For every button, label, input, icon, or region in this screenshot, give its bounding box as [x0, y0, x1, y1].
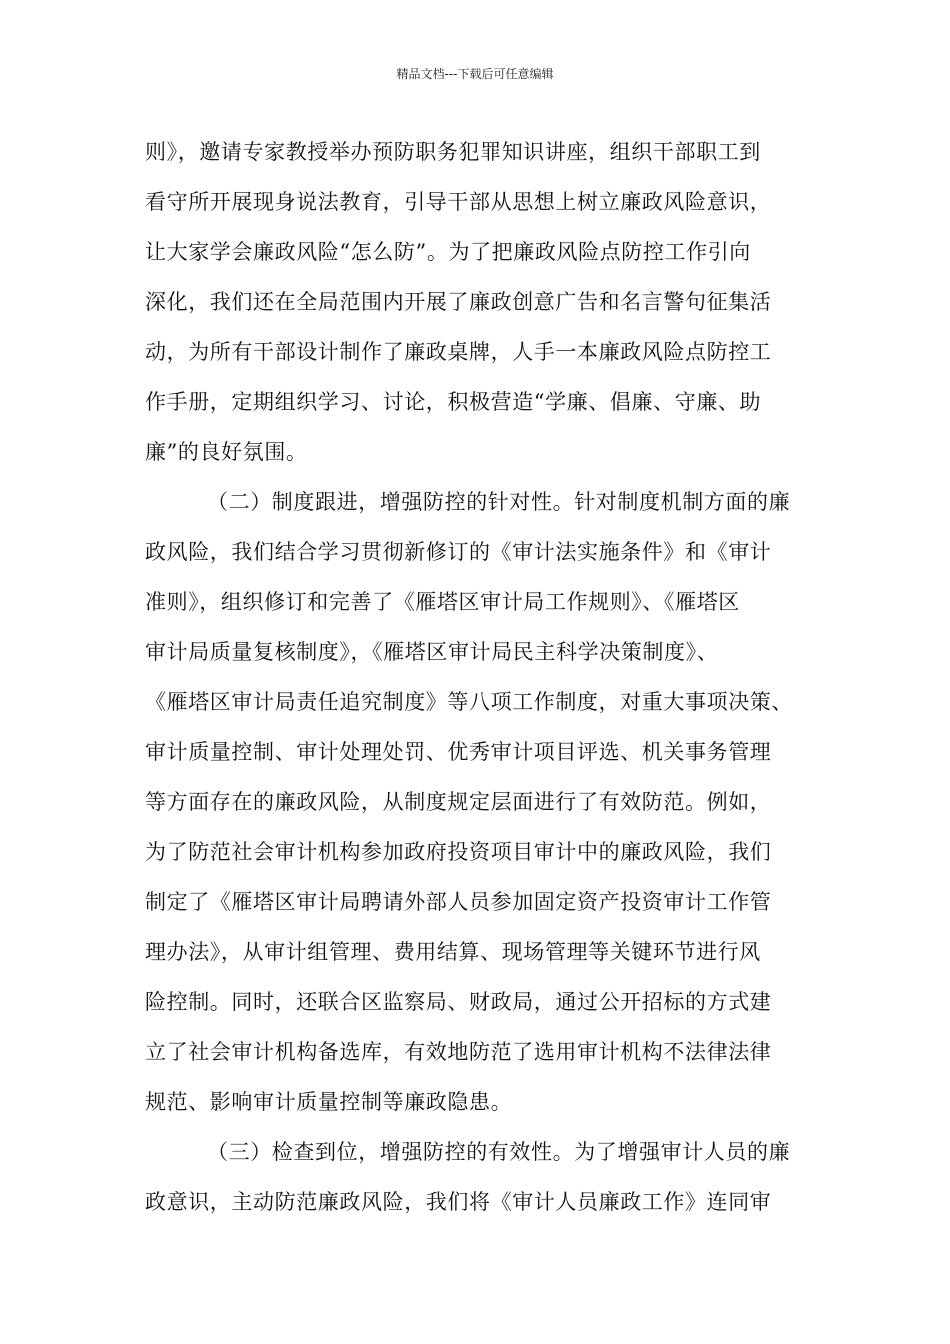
text-line: 政意识，主动防范廉政风险，我们将《审计人员廉政工作》连同审 — [145, 1190, 772, 1214]
text-line: 险控制。同时，还联合区监察局、财政局，通过公开招标的方式建 — [145, 990, 772, 1014]
document-body — [145, 132, 825, 1232]
text-line: 审计局质量复核制度》，《雁塔区审计局民主科学决策制度》、 — [145, 640, 719, 664]
text-line: 让大家学会廉政风险“怎么防”。为了把廉政风险点防控工作引向 — [145, 240, 751, 264]
text-line: 为了防范社会审计机构参加政府投资项目审计中的廉政风险，我们 — [145, 840, 772, 864]
text-line: 作手册，定期组织学习、讨论，积极营造“学廉、倡廉、守廉、助 — [145, 390, 762, 414]
text-line: 看守所开展现身说法教育，引导干部从思想上树立廉政风险意识， — [145, 190, 772, 214]
text-line: 政风险，我们结合学习贯彻新修订的《审计法实施条件》和《审计 — [145, 540, 772, 564]
page-header: 精品文档---下载后可任意编辑 — [396, 67, 554, 81]
text-line: 等方面存在的廉政风险，从制度规定层面进行了有效防范。例如， — [145, 790, 772, 814]
text-line: 准则》，组织修订和完善了《雁塔区审计局工作规则》、《雁塔区 — [145, 590, 740, 614]
text-line: 则》，邀请专家教授举办预防职务犯罪知识讲座，组织干部职工到 — [145, 140, 761, 164]
text-line: 审计质量控制、审计处理处罚、优秀审计项目评选、机关事务管理 — [145, 740, 772, 764]
text-line: 理办法》，从审计组管理、费用结算、现场管理等关键环节进行风 — [145, 940, 761, 964]
section-heading-line: （二）制度跟进，增强防控的针对性。针对制度机制方面的廉 — [207, 490, 791, 514]
text-line: 动，为所有干部设计制作了廉政桌牌，人手一本廉政风险点防控工 — [145, 340, 772, 364]
text-line: 立了社会审计机构备选库，有效地防范了选用审计机构不法律法律 — [145, 1040, 772, 1064]
text-line: 深化，我们还在全局范围内开展了廉政创意广告和名言警句征集活 — [145, 290, 772, 314]
text-line: 制定了《雁塔区审计局聘请外部人员参加固定资产投资审计工作管 — [145, 890, 772, 914]
section-heading-line: （三）检查到位，增强防控的有效性。为了增强审计人员的廉 — [207, 1140, 791, 1164]
text-line: 规范、影响审计质量控制等廉政隐患。 — [145, 1090, 513, 1114]
text-line: 廉”的良好氛围。 — [145, 440, 308, 464]
text-line: 《雁塔区审计局责任追究制度》等八项工作制度，对重大事项决策、 — [145, 690, 793, 714]
